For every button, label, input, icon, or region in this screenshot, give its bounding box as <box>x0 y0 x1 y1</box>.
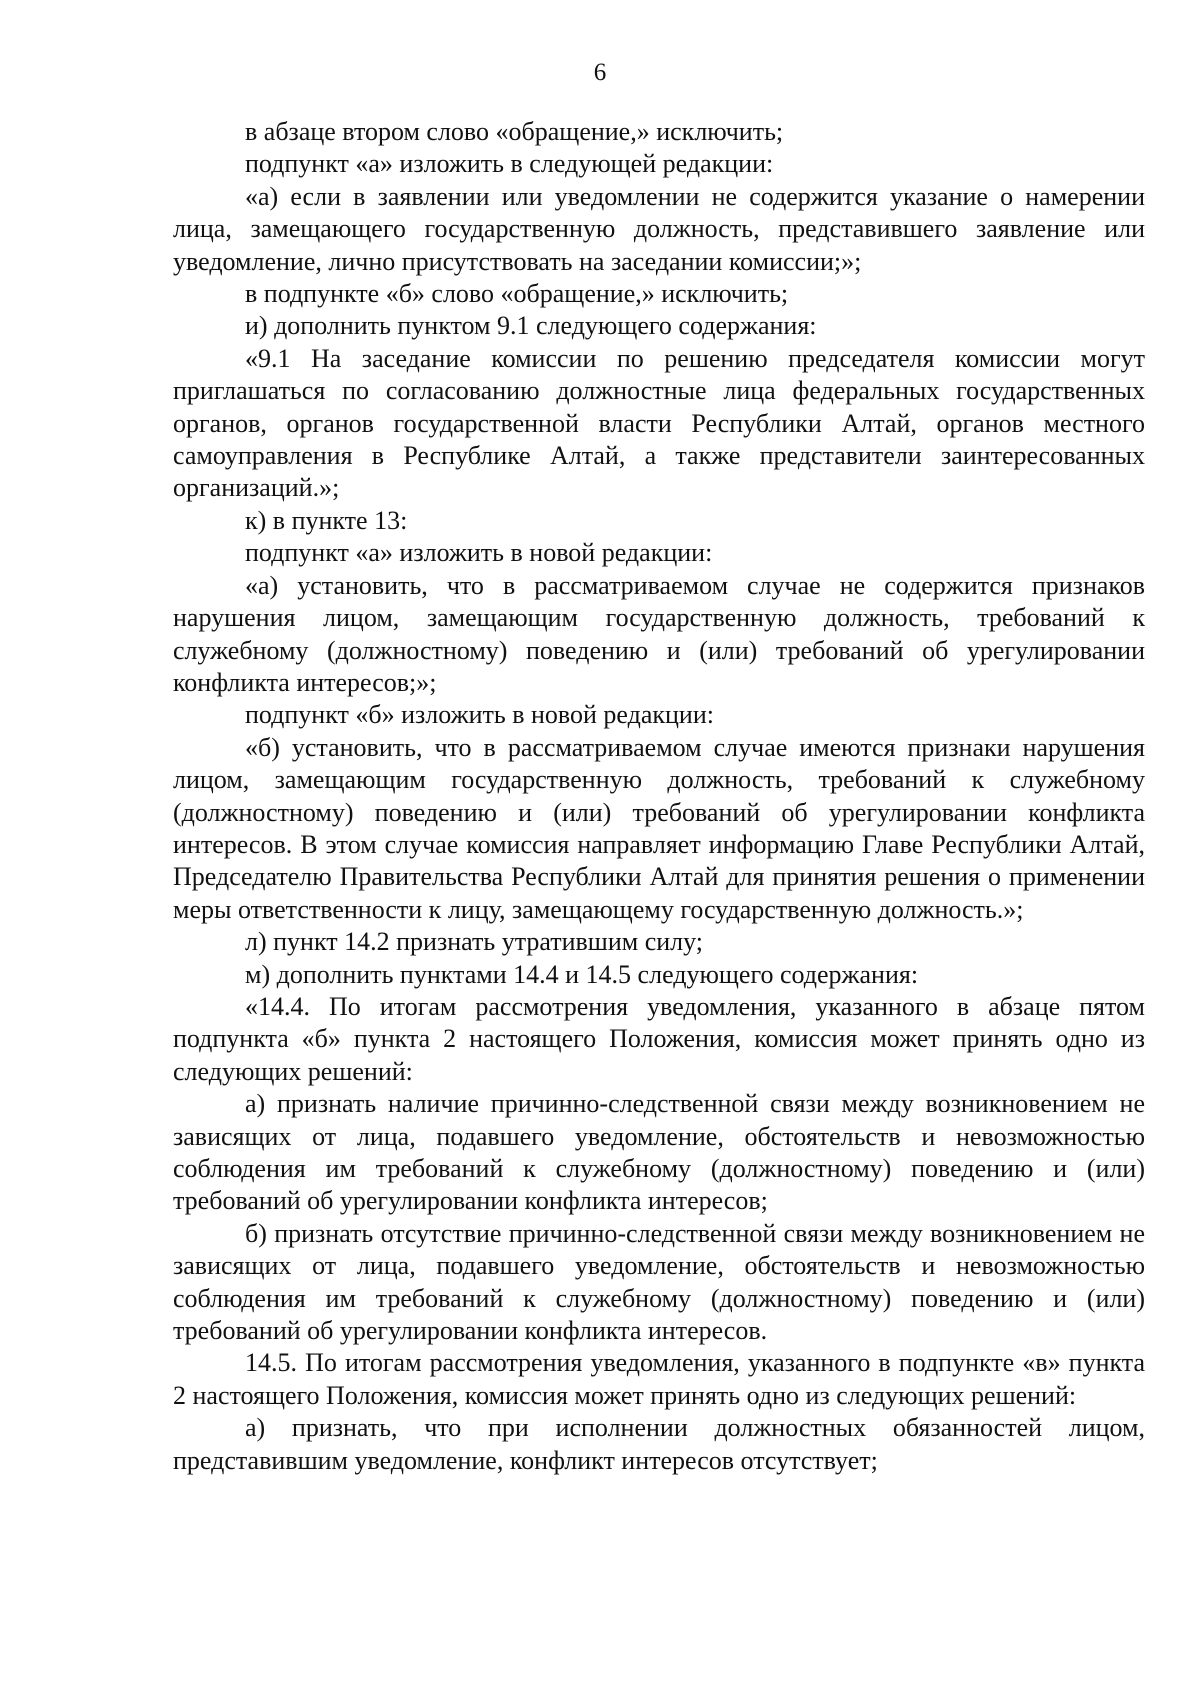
paragraph: и) дополнить пунктом 9.1 следующего содержания: <box>245 311 817 341</box>
paragraph: 14.5. По итогам рассмотрения уведомления, указанного в подпункте «в» пункта 2 настоящего Положения, комиссия может принять одно из следующих решений: <box>173 1348 1145 1410</box>
paragraph: к) в пункте 13: <box>245 505 408 535</box>
paragraph: а) признать, что при исполнении должностных обязанностей лицом, представившим уведомление, конфликт интересов отсутствует; <box>173 1413 1145 1475</box>
paragraph: подпункт «б» изложить в новой редакции: <box>245 700 714 730</box>
paragraph: в подпункте «б» слово «обращение,» исключить; <box>245 279 789 309</box>
paragraph: б) признать отсутствие причинно-следственной связи между возникновением не зависящих от лица, подавшего уведомление, обстоятельств и невозможностью соблюдения им требований к служебному (должностному) поведению и (или) требований об урегулировании конфликта интересов. <box>173 1218 1145 1346</box>
paragraph: подпункт «а» изложить в новой редакции: <box>245 538 713 568</box>
paragraph: м) дополнить пунктами 14.4 и 14.5 следующего содержания: <box>245 959 919 989</box>
paragraph: «а) если в заявлении или уведомлении не содержится указание о намерении лица, замещающего государственную должность, представившего заявление или уведомление, лично присутствовать на заседании комиссии;»; <box>173 181 1145 276</box>
paragraph: «а) установить, что в рассматриваемом случае не содержится признаков нарушения лицом, замещающим государственную должность, требований к служебному (должностному) поведению и (или) требований об урегулировании конфликта интересов;»; <box>173 570 1145 697</box>
paragraph: «14.4. По итогам рассмотрения уведомления, указанного в абзаце пятом подпункта «б» пункта 2 настоящего Положения, комиссия может принять одно из следующих решений: <box>173 991 1145 1086</box>
document-body <box>173 116 1145 1477</box>
paragraph: подпункт «а» изложить в следующей редакции: <box>245 149 774 179</box>
paragraph: «б) установить, что в рассматриваемом случае имеются признаки нарушения лицом, замещающим государственную должность, требований к служебному (должностному) поведению и (или) требований об урегулировании конфликта интересов. В этом случае комиссия направляет информацию Главе Республики Алтай, Председателю Правительства Республики Алтай для принятия решения о применении меры ответственности к лицу, замещающему государственную должность.»; <box>173 732 1145 924</box>
page-number: 6 <box>593 59 607 86</box>
paragraph: в абзаце втором слово «обращение,» исключить; <box>245 117 784 146</box>
paragraph: «9.1 На заседание комиссии по решению председателя комиссии могут приглашаться по согласованию должностные лица федеральных государственных органов, органов государственной власти Республики Алтай, органов местного самоуправления в Республике Алтай, а также представители заинтересованных организаций.»; <box>173 343 1145 503</box>
paragraph: л) пункт 14.2 признать утратившим силу; <box>245 927 704 957</box>
paragraph: а) признать наличие причинно-следственной связи между возникновением не зависящих от лица, подавшего уведомление, обстоятельств и невозможностью соблюдения им требований к служебному (должностному) поведению и (или) требований об урегулировании конфликта интересов; <box>173 1089 1145 1216</box>
